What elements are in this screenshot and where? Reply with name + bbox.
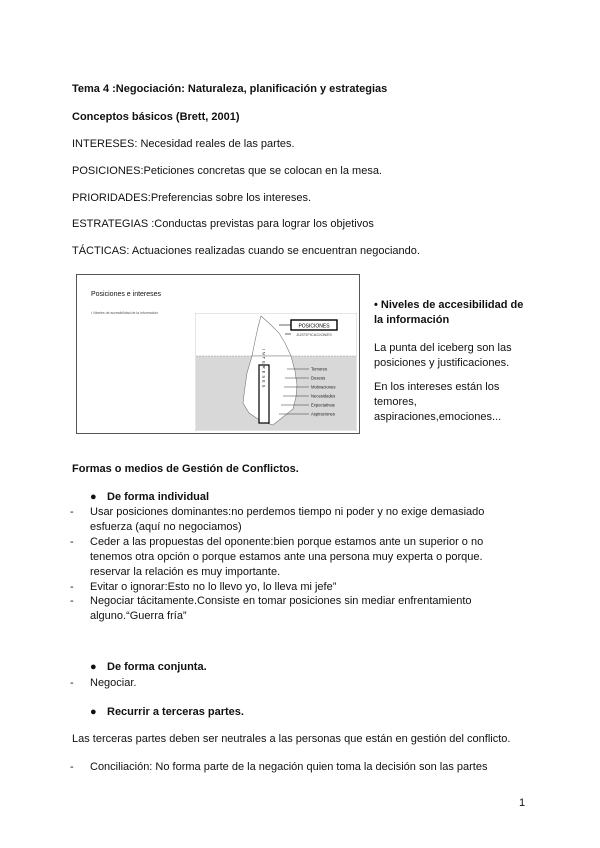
- list-item: - Negociar tácitamente.Consiste en tomar posiciones sin mediar enfrentamiento alguno.“Guerra fría”: [70, 595, 472, 622]
- item-text: Conciliación: No forma parte de la negación quien toma la decisión son las partes: [90, 761, 488, 773]
- section-subtitle: Conceptos básicos (Brett, 2001): [72, 111, 240, 123]
- bullet-dot: ●: [90, 706, 97, 718]
- definition-posiciones: POSICIONES:Peticiones concretas que se colocan en la mesa.: [72, 165, 382, 177]
- definition-tacticas: TÁCTICAS: Actuaciones realizadas cuando se encuentran negociando.: [72, 245, 420, 257]
- definition-estrategias: ESTRATEGIAS :Conductas previstas para lograr los objetivos: [72, 218, 374, 230]
- heading-terceras: [90, 706, 244, 718]
- iceberg-diagram: [195, 313, 357, 431]
- intereses-label: INTERESES: [261, 348, 267, 390]
- heading-conjunta: [90, 661, 207, 673]
- list-item: - Evitar o ignorar:Esto no lo llevo yo, lo lleva mi jefe”: [70, 581, 337, 593]
- heading-terceras-text: Recurrir a terceras partes.: [107, 706, 244, 718]
- item-text: Negociar.: [90, 677, 137, 689]
- list-item: - Ceder a las propuestas del oponente:bien porque estamos ante un superior o no tenemos otra opción o porque estamos ante una persona muy experta o porque. reservar la relación es muy importante.: [70, 536, 484, 578]
- heading-conjunta-text: De forma conjunta.: [107, 661, 207, 673]
- label-temores: Temores: [311, 366, 328, 372]
- page-number: 1: [519, 797, 526, 809]
- sidebar-paragraph-2: En los intereses están los temores, aspiraciones,emociones...: [374, 381, 502, 423]
- list-item: - Conciliación: No forma parte de la negación quien toma la decisión son las partes: [70, 761, 488, 773]
- label-expectativas: Expectativas: [311, 402, 335, 408]
- item-text: Usar posiciones dominantes:no perdemos tiempo ni poder y no exige demasiado esfuerza (aquí no negociamos): [90, 506, 485, 533]
- definition-prioridades: PRIORIDADES:Preferencias sobre los intereses.: [72, 192, 312, 204]
- posiciones-label: POSICIONES: [298, 323, 330, 330]
- bullet-dot: ●: [90, 661, 97, 673]
- iceberg-figure: [76, 274, 360, 434]
- definition-intereses: INTERESES: Necesidad reales de las partes.: [72, 138, 295, 150]
- label-necesidades: Necesidades: [311, 393, 336, 399]
- item-text: Negociar tácitamente.Consiste en tomar posiciones sin mediar enfrentamiento alguno.“Guerra fría”: [90, 595, 472, 622]
- terceras-paragraph: Las terceras partes deben ser neutrales a las personas que están en gestión del conflicto.: [72, 733, 511, 745]
- bullet-dot: ●: [90, 491, 97, 503]
- slide-bullet: • Niveles de accesibilidad de la información: [91, 311, 159, 315]
- heading-individual: [90, 491, 210, 503]
- label-motivaciones: Motivaciones: [311, 384, 336, 390]
- item-text: Evitar o ignorar:Esto no lo llevo yo, lo lleva mi jefe”: [90, 581, 337, 593]
- justificaciones-label: JUSTIFICACIONES: [296, 332, 332, 337]
- list-item: - Usar posiciones dominantes:no perdemos tiempo ni poder y no exige demasiado esfuerza (aquí no negociamos): [70, 506, 485, 533]
- document-title: Tema 4 :Negociación: Naturaleza, planificación y estrategias: [72, 83, 388, 95]
- sidebar-paragraph-1: La punta del iceberg son las posiciones y justificaciones.: [374, 342, 512, 369]
- slide-title: Posiciones e intereses: [91, 291, 162, 298]
- section-title: Formas o medios de Gestión de Conflictos.: [72, 463, 299, 475]
- label-aspiraciones: Aspiraciones: [311, 411, 335, 417]
- list-item: - Negociar.: [70, 677, 137, 689]
- sidebar-heading: • Niveles de accesibilidad de la información: [374, 299, 524, 326]
- item-text: Ceder a las propuestas del oponente:bien porque estamos ante un superior o no tenemos otra opción o porque estamos ante una persona muy experta o porque. reservar la relación es muy importante.: [90, 536, 484, 578]
- label-deseos: Deseos: [311, 375, 326, 381]
- heading-individual-text: De forma individual: [107, 491, 210, 503]
